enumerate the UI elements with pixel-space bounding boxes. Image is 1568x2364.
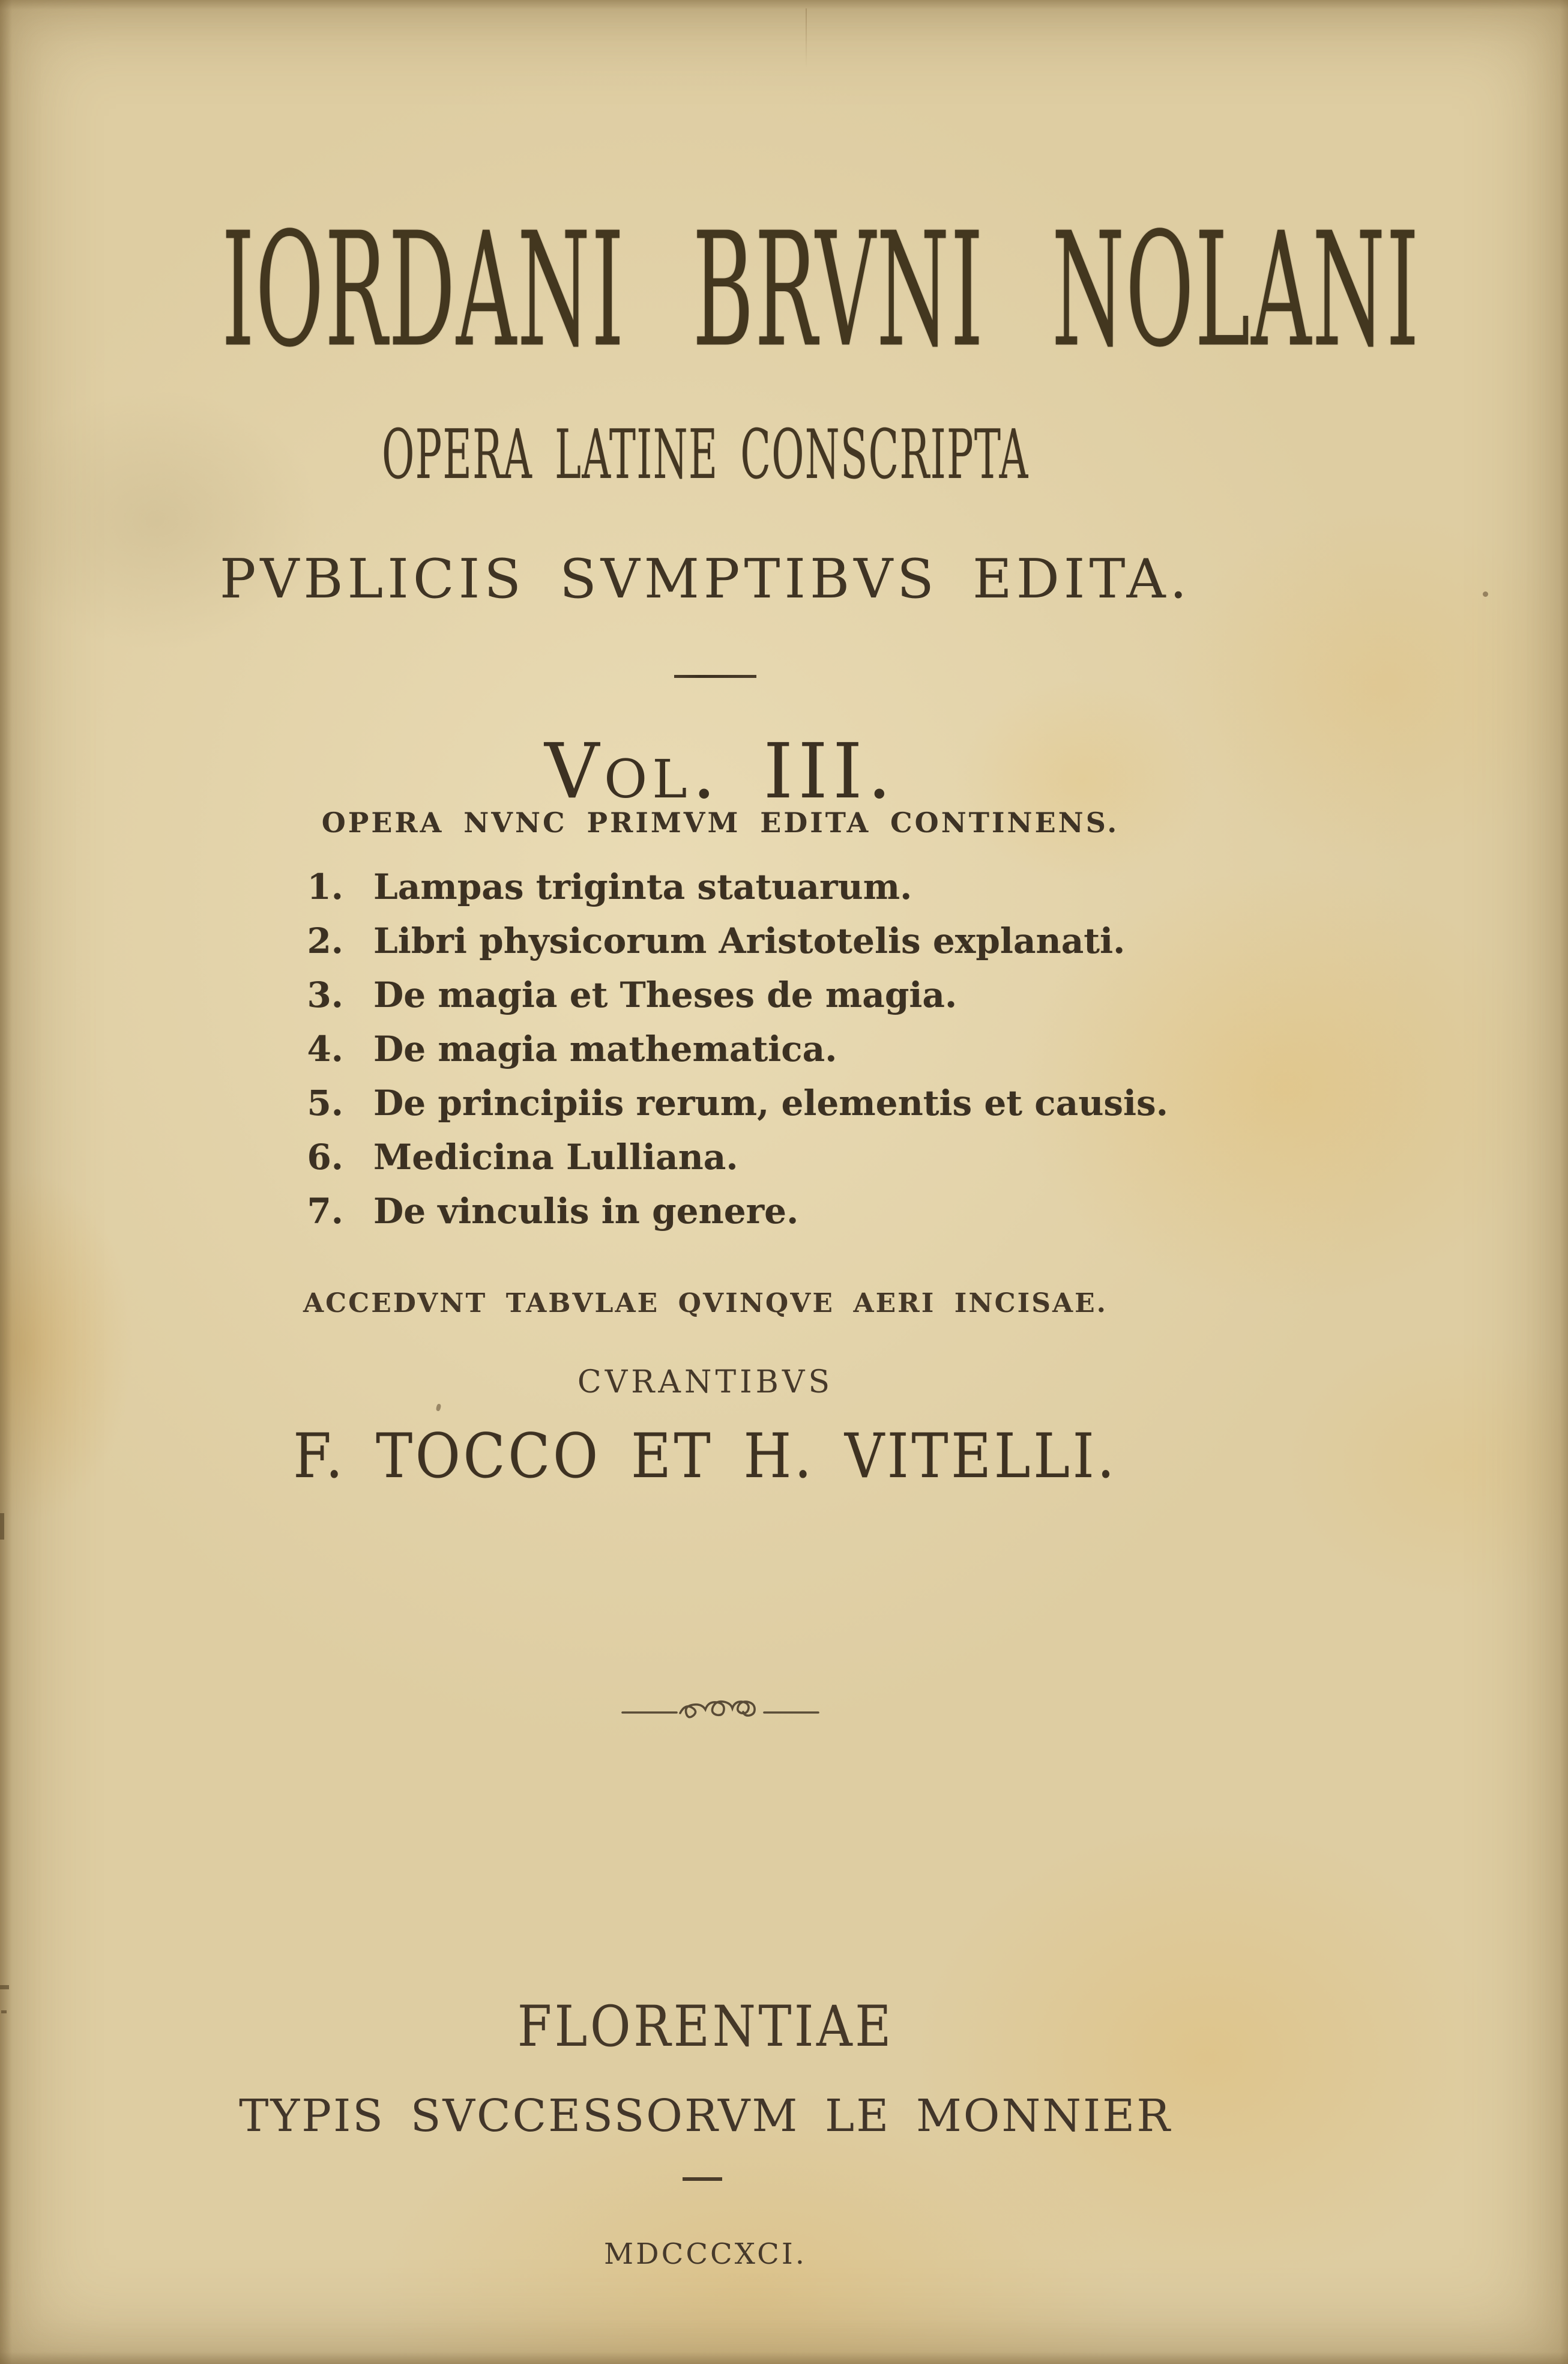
imprint-year: MDCCCXCI. bbox=[603, 2237, 807, 2271]
page-edge-mark bbox=[0, 1513, 4, 1540]
volume-label: Vol. III. bbox=[544, 727, 896, 815]
series-title-text: OPERA LATINE CONSCRIPTA bbox=[382, 414, 1029, 495]
list-item bbox=[0, 1137, 1261, 1177]
list-item-number: 6. bbox=[307, 1137, 343, 1177]
list-item-number: 2. bbox=[307, 921, 343, 961]
list-item-number: 4. bbox=[307, 1029, 343, 1069]
list-item bbox=[0, 1029, 1261, 1069]
list-item-number: 7. bbox=[307, 1191, 343, 1232]
divider-rule bbox=[674, 675, 756, 678]
list-item-number: 1. bbox=[307, 866, 343, 907]
list-item-title: Libri physicorum Aristotelis explanati. bbox=[373, 921, 1126, 961]
list-item-number: 3. bbox=[307, 975, 343, 1015]
imprint-city-text: FLORENTIAE bbox=[517, 1994, 894, 2060]
list-item bbox=[0, 866, 1261, 907]
flourish-divider bbox=[0, 1698, 1441, 1728]
imprint-printer: TYPIS SVCCESSORVM LE MONNIER bbox=[239, 2090, 1172, 2142]
editors-names-text: F. TOCCO ET H. VITELLI. bbox=[293, 1421, 1118, 1492]
page-title bbox=[0, 198, 1420, 382]
list-item bbox=[0, 1191, 1261, 1232]
list-item-number: 5. bbox=[307, 1083, 343, 1123]
contents-heading: OPERA NVNC PRIMVM EDITA CONTINENS. bbox=[321, 806, 1120, 839]
paper-speck bbox=[1483, 591, 1488, 597]
list-item-title: Medicina Lulliana. bbox=[373, 1137, 738, 1177]
list-item-title: De magia et Theses de magia. bbox=[373, 975, 957, 1015]
list-item-title: Lampas triginta statuarum. bbox=[373, 866, 912, 907]
funding-line: PVBLICIS SVMPTIBVS EDITA. bbox=[219, 548, 1192, 611]
page-title-text: IORDANI BRVNI NOLANI bbox=[222, 198, 1420, 382]
page-edge-mark bbox=[1, 2010, 7, 2013]
paper-crease bbox=[806, 8, 807, 68]
page-edge-mark bbox=[0, 1985, 9, 1989]
plates-note: ACCEDVNT TABVLAE QVINQVE AERI INCISAE. bbox=[303, 1288, 1108, 1319]
list-item-title: De principiis rerum, elementis et causis. bbox=[373, 1083, 1168, 1123]
list-item-title: De vinculis in genere. bbox=[373, 1191, 799, 1232]
list-item bbox=[0, 975, 1261, 1015]
series-title bbox=[0, 414, 1411, 495]
list-item bbox=[0, 1083, 1261, 1123]
curators-heading: CVRANTIBVS bbox=[577, 1364, 834, 1400]
imprint-city bbox=[0, 1994, 1411, 2060]
paper-speck bbox=[436, 1403, 442, 1411]
editors-line bbox=[0, 1421, 1411, 1492]
list-item bbox=[0, 921, 1261, 961]
list-item-title: De magia mathematica. bbox=[373, 1029, 837, 1069]
works-list bbox=[0, 866, 1261, 1248]
scroll-flourish-icon bbox=[621, 1698, 819, 1726]
imprint-divider-dash bbox=[683, 2177, 722, 2181]
